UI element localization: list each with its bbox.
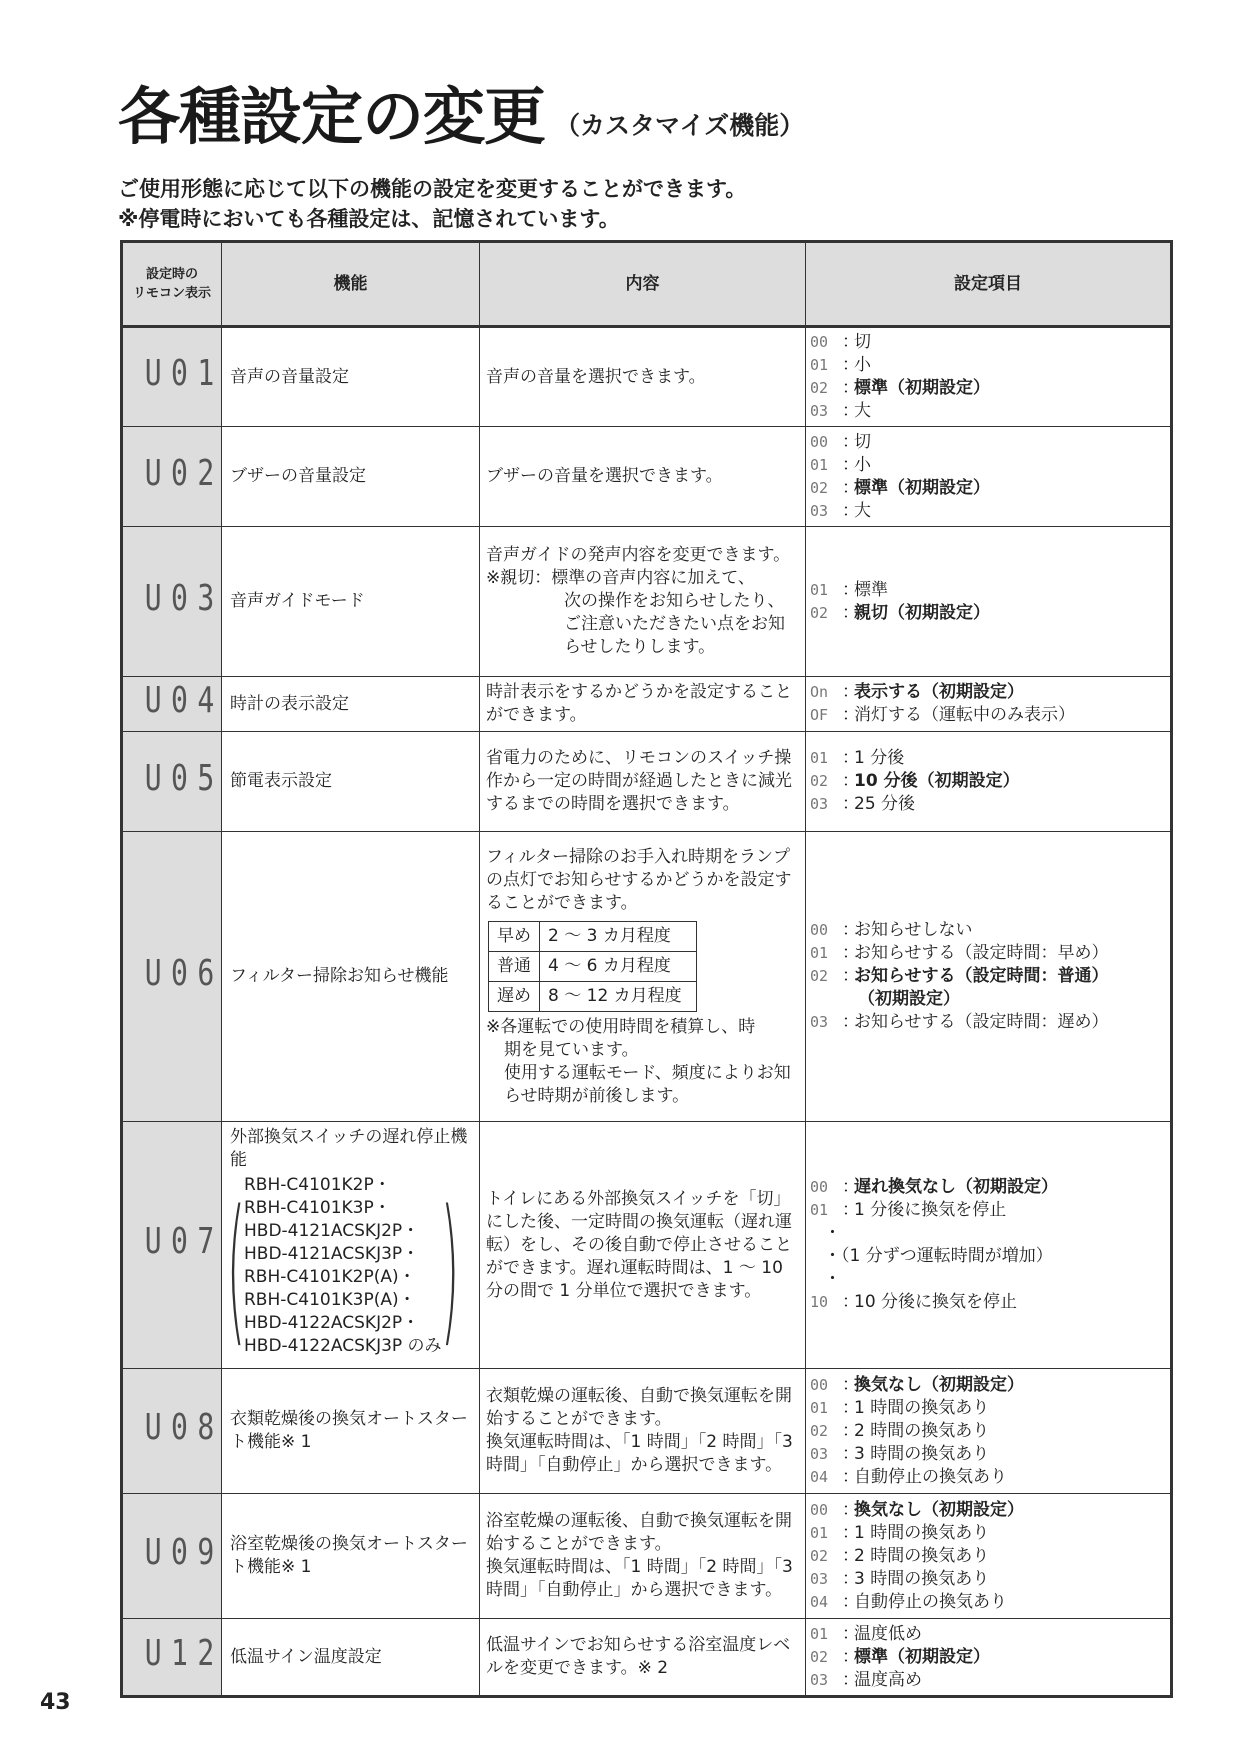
remote-display-code [122,1619,222,1697]
timing-row [489,981,697,1011]
option-value: 遅れ換気なし（初期設定） [854,1177,1058,1197]
option-separator: ： [842,1397,859,1418]
timing-label: 普通 [489,951,540,981]
option-value: ・ [824,1223,841,1243]
option-item [810,1222,1166,1245]
table-row [122,327,1172,427]
option-item [810,454,1166,477]
option-code: 00 [810,333,829,351]
option-separator: ： [842,1545,859,1566]
option-separator: ： [842,1374,859,1395]
option-item [810,770,1166,793]
option-value: 小 [854,355,871,375]
option-value: 換気なし（初期設定） [854,1374,1024,1395]
option-item [810,431,1166,454]
segment-display-text: U01 [144,353,224,394]
option-separator: ： [842,332,859,352]
option-code: 03 [810,402,829,420]
function-name: 外部換気スイッチの遅れ停止機能 [230,1127,468,1170]
content-text: フィルター掃除のお手入れ時期をランプの点灯でお知らせするかどうかを設定することができます。 [486,846,792,913]
option-item [810,354,1166,377]
content-text: 衣類乾燥の運転後、自動で換気運転を開始することができます。 換気運転時間は、「1 時間」「2 時間」「3 時間」「自動停止」から選択できます。 [486,1386,793,1475]
content-text: ブザーの音量を選択できます。 [486,466,723,486]
settings-table [120,240,1173,1698]
table-row [122,677,1172,732]
content-text: 低温サインでお知らせする浴室温度レベルを変更できます。※ 2 [486,1635,791,1678]
model-item: RBH-C4101K2P(A)・ [244,1267,416,1287]
content-note: ※親切：標準の音声内容に加えて、 [486,568,755,588]
options-cell [806,677,1172,732]
option-item [810,681,1166,704]
content-text: 時計表示をするかどうかを設定することができます。 [486,682,792,725]
option-value: 標準（初期設定） [854,1646,990,1667]
option-code: 03 [810,501,829,520]
model-item: RBH-C4101K3P・ [244,1198,391,1218]
segment-display-text: U07 [144,1221,224,1262]
option-item [810,942,1166,965]
remote-display-code [122,327,222,427]
function-cell [222,527,480,677]
model-item: HBD-4121ACSKJ2P・ [244,1221,420,1241]
option-code: 04 [810,1467,829,1486]
segment-display-text: U02 [144,452,224,494]
option-code [810,988,858,1011]
option-value: 自動停止の換気あり [854,1466,1007,1487]
option-separator: ： [842,1499,859,1520]
option-code: 01 [810,1201,829,1219]
option-item [810,919,1166,942]
option-separator: ： [842,1466,859,1487]
option-value: 大 [854,500,871,521]
option-item [810,1522,1166,1545]
model-list [226,1174,471,1364]
option-item [810,704,1166,727]
function-name: 時計の表示設定 [230,693,349,714]
option-item [810,1623,1166,1646]
option-value: 1 分後 [854,748,905,768]
option-item [810,377,1166,400]
option-value: ・ [824,1269,841,1289]
option-separator: ： [842,943,859,963]
option-value: 25 分後 [854,794,916,814]
page-title [118,80,805,153]
header-options: 設定項目 [806,242,1172,327]
remote-display-code [122,832,222,1122]
model-item: HBD-4122ACSKJ2P・ [244,1313,420,1333]
content-cell [480,832,806,1122]
function-cell [222,732,480,832]
option-value: お知らせする（設定時間：早め） [854,943,1109,963]
option-code: 03 [810,1013,829,1031]
content-cell [480,1122,806,1369]
options-cell [806,832,1172,1122]
option-value: 換気なし（初期設定） [854,1499,1024,1520]
option-code: 02 [810,478,829,497]
function-cell [222,677,480,732]
segment-display-text: U09 [144,1532,224,1573]
option-separator: ： [842,1669,859,1690]
table-row [122,732,1172,832]
content-note-body: 期を見ています。 使用する運転モード、頻度によりお知らせ時期が前後します。 [504,1039,791,1106]
remote-display-code [122,1494,222,1619]
content-cell [480,1494,806,1619]
content-text: 音声の音量を選択できます。 [486,366,706,387]
table-row [122,427,1172,527]
option-item [810,602,1166,625]
title-main: 各種設定の変更 [118,80,546,153]
option-item [810,1545,1166,1568]
content-text: 音声ガイドの発声内容を変更できます。 [486,545,791,565]
option-item [810,1176,1166,1199]
table-row [122,1494,1172,1619]
option-separator: ： [842,454,859,475]
options-cell [806,527,1172,677]
option-code: 03 [810,1670,829,1689]
options-cell [806,1122,1172,1369]
function-cell [222,1494,480,1619]
option-code: 03 [810,795,829,813]
page-number: 43 [40,1690,71,1715]
option-value: 切 [854,431,871,452]
option-value: 2 時間の換気あり [854,1420,990,1441]
remote-display-code [122,427,222,527]
function-name: 音声ガイドモード [230,591,365,611]
timing-period: 4 ～ 6 カ月程度 [540,951,697,981]
option-value: 温度高め [854,1669,922,1690]
option-item [810,1199,1166,1222]
remote-display-code [122,677,222,732]
option-code: 00 [810,1500,829,1519]
option-separator: ： [842,401,859,421]
function-cell [222,1619,480,1697]
option-separator: ： [842,748,859,768]
content-text: 浴室乾燥の運転後、自動で換気運転を開始することができます。 換気運転時間は、「1 時間」「2 時間」「3 時間」「自動停止」から選択できます。 [486,1511,793,1600]
option-value: 温度低め [854,1623,922,1644]
option-item [810,1591,1166,1614]
option-value: 10 分後に換気を停止 [854,1292,1018,1312]
option-separator: ： [842,1292,859,1312]
remote-display-code [122,527,222,677]
option-value: 標準（初期設定） [854,378,990,398]
option-separator: ： [842,1568,859,1589]
options-cell [806,1369,1172,1494]
left-bracket: ( [226,1175,246,1362]
timing-period: 8 ～ 12 カ月程度 [540,981,697,1011]
function-name: 衣類乾燥後の換気オートスタート機能※ 1 [230,1409,468,1452]
option-item [810,1374,1166,1397]
option-code: 04 [810,1592,829,1611]
header-function: 機能 [222,242,480,327]
option-separator: ： [842,500,859,521]
function-cell [222,427,480,527]
timing-label: 遅め [489,981,540,1011]
content-text: 省電力のために、リモコンのスイッチ操作から一定の時間が経過したときに減光するまでの時間を選択できます。 [486,748,792,814]
option-value: 2 時間の換気あり [854,1545,990,1566]
content-cell [480,732,806,832]
segment-display-text: U03 [144,577,224,619]
option-item [810,1443,1166,1466]
option-separator: ： [842,794,859,814]
segment-display-text: U06 [144,952,224,994]
table-row [122,1619,1172,1697]
option-separator: ： [842,1420,859,1441]
option-item [810,1268,1166,1291]
option-item [810,1291,1166,1314]
header-content: 内容 [480,242,806,327]
option-code: On [810,683,829,701]
option-item [810,1011,1166,1034]
option-code [810,1222,824,1245]
content-cell [480,677,806,732]
option-separator: ： [842,1012,859,1032]
title-sub: （カスタマイズ機能） [555,111,805,140]
option-separator: ： [842,920,859,940]
option-separator: ： [842,1646,859,1667]
option-separator: ： [842,579,859,600]
option-item [810,477,1166,500]
options-cell [806,1494,1172,1619]
option-code [810,1245,824,1268]
timing-period: 2 ～ 3 カ月程度 [540,921,697,951]
options-cell [806,427,1172,527]
option-separator: ： [842,1623,859,1644]
option-code: 02 [810,1546,829,1565]
option-code: 02 [810,603,829,622]
option-value: 1 時間の換気あり [854,1397,990,1418]
option-code: 00 [810,1375,829,1394]
option-separator: ： [842,966,859,986]
option-value: （初期設定） [858,989,960,1009]
option-value: 3 時間の換気あり [854,1443,990,1464]
option-code: 03 [810,1569,829,1588]
option-item [810,1568,1166,1591]
content-note-body: 次の操作をお知らせしたり、ご注意いただきたい点をお知らせしたりします。 [564,591,785,657]
option-code: 01 [810,1624,829,1643]
option-separator: ： [842,682,859,702]
option-separator: ： [842,355,859,375]
option-value: お知らせする（設定時間：普通） [854,966,1109,986]
option-code: 01 [810,356,829,374]
intro-line: ※停電時においても各種設定は、記憶されています。 [118,207,620,231]
option-value: 消灯する（運転中のみ表示） [854,705,1075,725]
option-separator: ： [842,602,859,623]
option-value: 大 [854,401,871,421]
function-cell [222,832,480,1122]
option-separator: ： [842,1200,859,1220]
option-value: 表示する（初期設定） [854,682,1024,702]
timing-row [489,921,697,951]
table-row [122,527,1172,677]
option-value: 親切（初期設定） [854,602,990,623]
table-header-row [122,242,1172,327]
option-code: 02 [810,1421,829,1440]
option-code [810,1268,824,1291]
option-value: 1 時間の換気あり [854,1522,990,1543]
remote-display-code [122,732,222,832]
options-cell [806,732,1172,832]
option-item [810,400,1166,423]
option-code: 02 [810,967,829,985]
header-code-label: 設定時の リモコン表示 [132,267,211,301]
option-separator: ： [842,705,859,725]
content-cell [480,1369,806,1494]
header-code [122,242,222,327]
option-code: 00 [810,921,829,939]
options-cell [806,327,1172,427]
option-item [810,1499,1166,1522]
option-code: 01 [810,944,829,962]
content-text: トイレにある外部換気スイッチを「切」にした後、一定時間の換気運転（遅れ運転）をし、その後自動で停止させることができます。遅れ運転時間は、1 ～ 10 分の間で 1 分単位で選択できます。 [486,1188,792,1301]
content-cell [480,1619,806,1697]
option-item [810,1420,1166,1443]
option-item [810,747,1166,770]
content-cell [480,327,806,427]
option-code: 01 [810,1398,829,1417]
timing-label: 早め [489,921,540,951]
remote-display-code [122,1122,222,1369]
content-cell [480,427,806,527]
option-value: お知らせしない [854,920,973,940]
function-name: フィルター掃除お知らせ機能 [230,966,449,986]
option-value: 10 分後（初期設定） [854,771,1020,791]
model-item: HBD-4122ACSKJ3P のみ [244,1336,442,1356]
right-bracket: ) [440,1175,459,1362]
model-item: RBH-C4101K3P(A)・ [244,1290,416,1310]
option-item [810,1466,1166,1489]
option-value: 標準 [854,579,888,600]
option-code: OF [810,706,829,724]
content-note: ※各運転での使用時間を積算し、時 [486,1016,756,1037]
function-name: ブザーの音量設定 [230,466,366,486]
option-separator: ： [842,378,859,398]
function-name: 浴室乾燥後の換気オートスタート機能※ 1 [230,1534,468,1577]
option-code: 00 [810,432,829,451]
option-value: 3 時間の換気あり [854,1568,990,1589]
function-name: 低温サイン温度設定 [230,1646,382,1667]
option-item [810,793,1166,816]
intro-line: ご使用形態に応じて以下の機能の設定を変更することができます。 [118,177,747,201]
option-item [810,1646,1166,1669]
option-value: 1 分後に換気を停止 [854,1200,1007,1220]
model-item: RBH-C4101K2P・ [244,1175,391,1195]
option-item [810,1245,1166,1268]
option-value: 小 [854,454,871,475]
options-cell [806,1619,1172,1697]
option-separator: ： [842,431,859,452]
remote-display-code [122,1369,222,1494]
option-separator: ： [842,771,859,791]
function-cell [222,1122,480,1369]
function-cell [222,1369,480,1494]
option-code: 01 [810,455,829,474]
option-separator: ： [842,1591,859,1612]
option-separator: ： [842,1522,859,1543]
option-code: 00 [810,1178,829,1196]
segment-display-text: U05 [144,757,224,799]
model-item: HBD-4121ACSKJ3P・ [244,1244,420,1264]
function-name: 節電表示設定 [230,771,332,791]
option-item [810,965,1166,988]
table-row [122,1369,1172,1494]
timing-row [489,951,697,981]
option-separator: ： [842,1177,859,1197]
option-item [810,1397,1166,1420]
option-code: 10 [810,1293,829,1311]
option-item [810,988,1166,1011]
option-item [810,500,1166,523]
option-code: 02 [810,772,829,790]
option-code: 02 [810,1647,829,1666]
function-cell [222,327,480,427]
segment-display-text: U12 [144,1633,224,1674]
segment-display-text: U04 [144,680,224,721]
content-cell [480,527,806,677]
option-code: 01 [810,580,829,599]
table-row [122,832,1172,1122]
option-value: 標準（初期設定） [854,477,990,498]
table-row [122,1122,1172,1369]
option-item [810,579,1166,602]
option-value: ・（1 分ずつ運転時間が増加） [824,1246,1053,1266]
segment-display-text: U08 [144,1407,224,1448]
option-code: 01 [810,1523,829,1542]
option-code: 01 [810,749,829,767]
option-code: 03 [810,1444,829,1463]
option-separator: ： [842,477,859,498]
option-separator: ： [842,1443,859,1464]
option-code: 02 [810,379,829,397]
timing-table [488,921,697,1012]
function-name: 音声の音量設定 [230,366,349,387]
intro-text [118,174,746,234]
option-item [810,331,1166,354]
option-value: 自動停止の換気あり [854,1591,1007,1612]
option-value: お知らせする（設定時間：遅め） [854,1012,1109,1032]
option-value: 切 [854,332,871,352]
option-item [810,1669,1166,1692]
